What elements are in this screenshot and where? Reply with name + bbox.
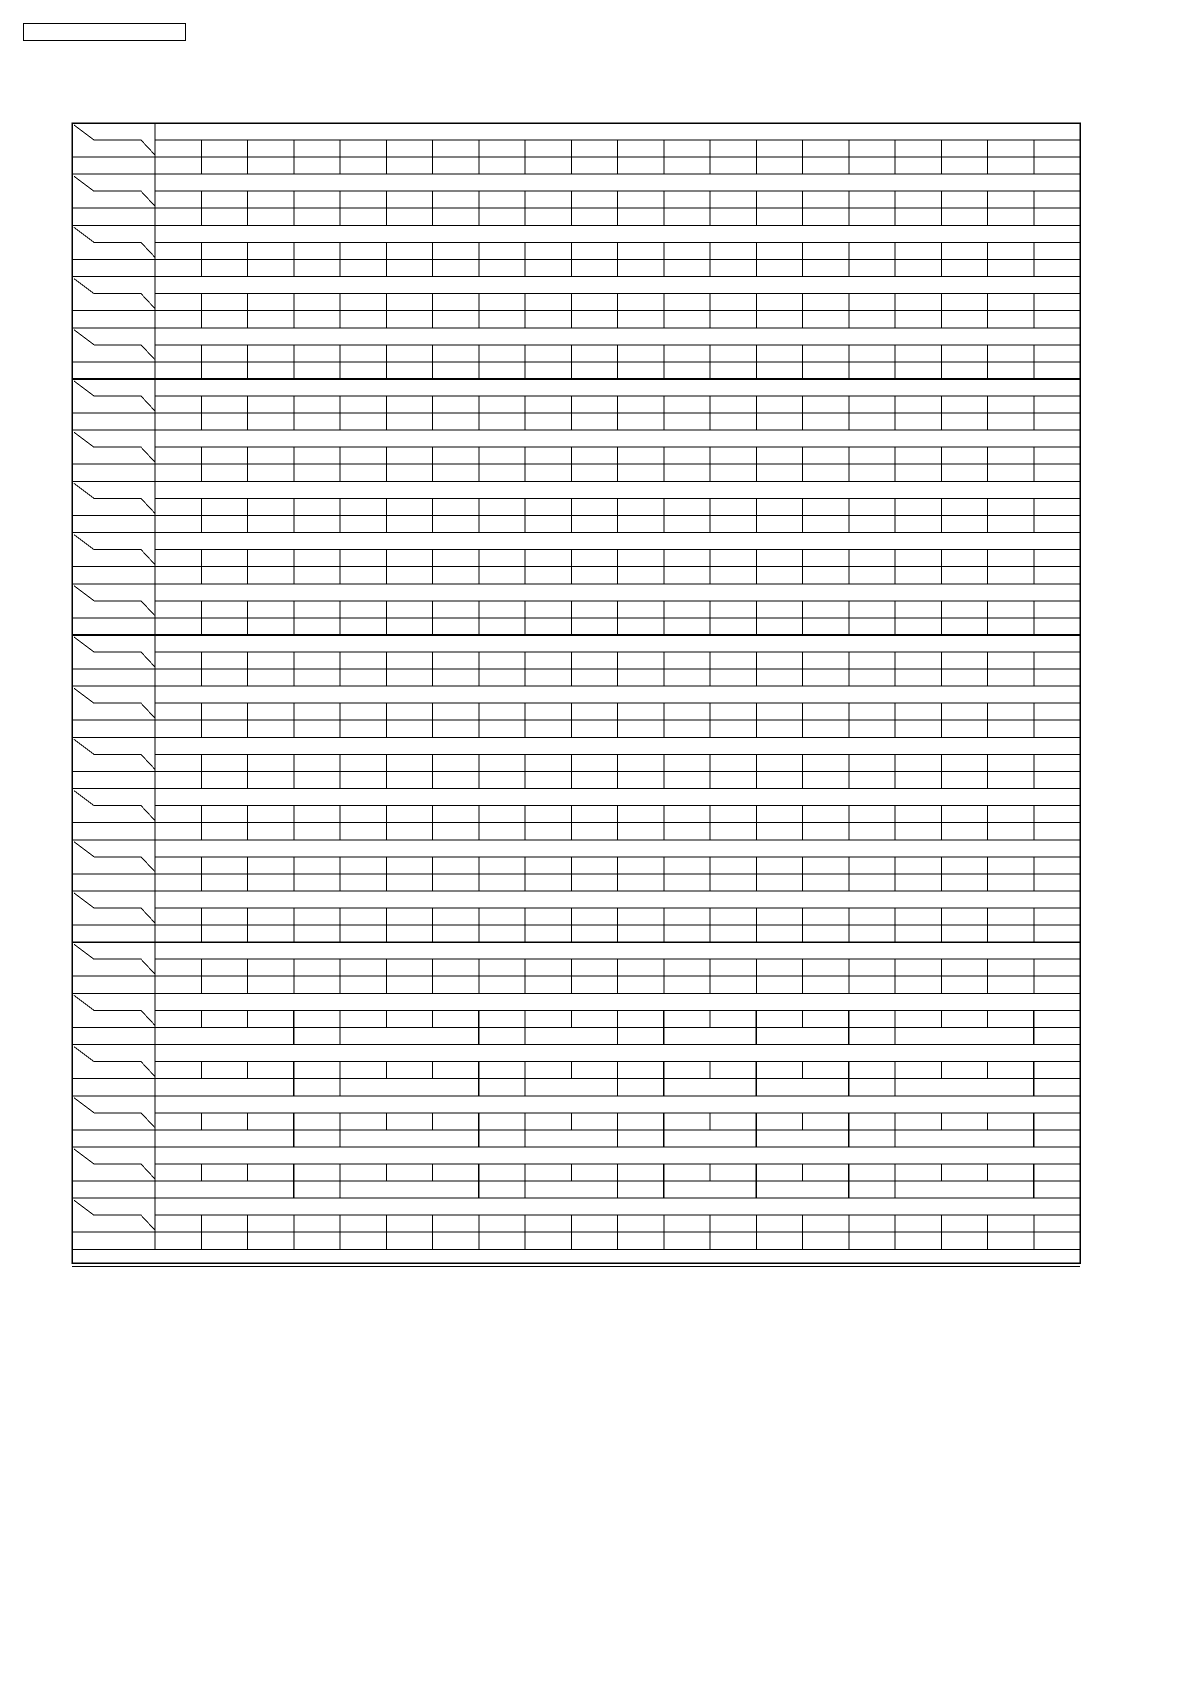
row-label-slash-mark — [74, 893, 155, 923]
row-label-slash-mark — [74, 791, 155, 821]
row-label-slash-mark — [74, 227, 155, 257]
row-label-slash-mark — [74, 1149, 155, 1179]
row-label-slash-mark — [74, 995, 155, 1025]
row-label-slash-mark — [74, 586, 155, 616]
row-label-slash-mark — [74, 688, 155, 718]
row-label-slash-mark — [74, 432, 155, 462]
row-label-slash-mark — [74, 381, 155, 411]
row-label-slash-mark — [74, 279, 155, 309]
row-label-slash-mark — [74, 842, 155, 872]
row-label-slash-mark — [74, 535, 155, 565]
row-label-slash-mark — [74, 1200, 155, 1230]
row-label-slash-mark — [74, 176, 155, 206]
row-label-slash-mark — [74, 1047, 155, 1077]
row-label-slash-mark — [74, 739, 155, 769]
row-label-slash-mark — [74, 330, 155, 360]
row-label-slash-mark — [74, 637, 155, 667]
row-label-slash-mark — [74, 125, 155, 155]
row-label-slash-mark — [74, 1098, 155, 1128]
row-label-slash-mark — [74, 944, 155, 974]
row-label-slash-mark — [74, 483, 155, 513]
